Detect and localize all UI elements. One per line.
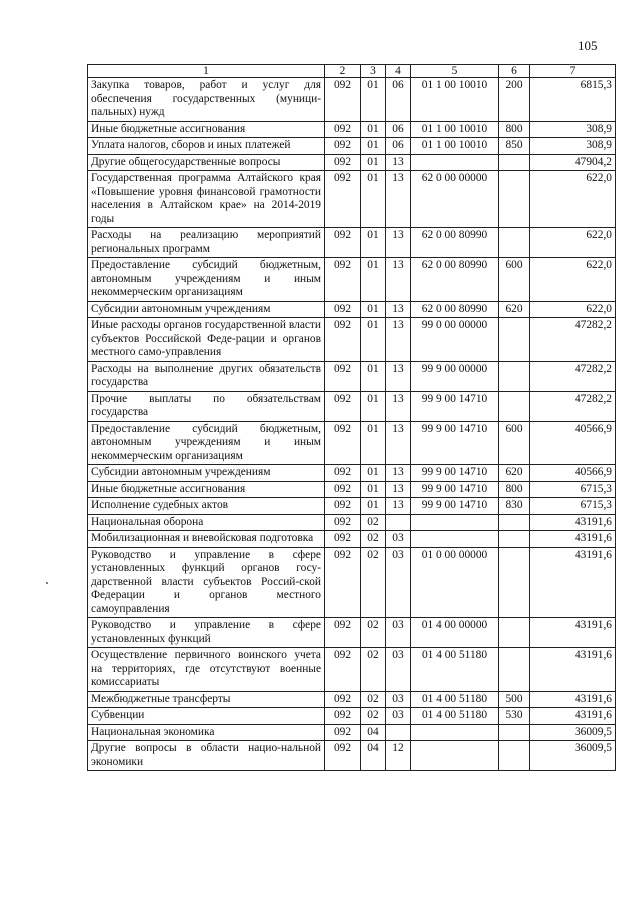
amount-cell: 43191,6 bbox=[530, 708, 616, 725]
table-row bbox=[88, 481, 616, 498]
item-name-cell: Субвенции bbox=[88, 708, 325, 725]
table-row bbox=[88, 741, 616, 771]
table-row bbox=[88, 171, 616, 228]
ministry-code-cell: 092 bbox=[325, 228, 361, 258]
item-name-cell: Иные бюджетные ассигнования bbox=[88, 481, 325, 498]
expense-type-cell: 850 bbox=[499, 138, 530, 155]
amount-cell: 36009,5 bbox=[530, 724, 616, 741]
target-article-cell: 99 9 00 14710 bbox=[411, 465, 499, 482]
target-article-cell: 62 0 00 80990 bbox=[411, 301, 499, 318]
subsection-code-cell: 03 bbox=[386, 648, 411, 692]
ministry-code-cell: 092 bbox=[325, 391, 361, 421]
subsection-code-cell: 13 bbox=[386, 171, 411, 228]
ministry-code-cell: 092 bbox=[325, 708, 361, 725]
item-name-cell: Прочие выплаты по обязательствам государства bbox=[88, 391, 325, 421]
expense-type-cell bbox=[499, 228, 530, 258]
amount-cell: 43191,6 bbox=[530, 648, 616, 692]
expense-type-cell bbox=[499, 361, 530, 391]
expense-type-cell bbox=[499, 318, 530, 362]
section-code-cell: 02 bbox=[361, 618, 386, 648]
subsection-code-cell: 13 bbox=[386, 258, 411, 302]
ministry-code-cell: 092 bbox=[325, 171, 361, 228]
amount-cell: 47282,2 bbox=[530, 318, 616, 362]
subsection-code-cell: 13 bbox=[386, 301, 411, 318]
item-name-cell: Руководство и управление в сфере установленных функций bbox=[88, 618, 325, 648]
target-article-cell bbox=[411, 514, 499, 531]
table-row bbox=[88, 228, 616, 258]
item-name-cell: Осуществление первичного воинского учета на территориях, где отсутствуют военные комиссариаты bbox=[88, 648, 325, 692]
subsection-code-cell bbox=[386, 514, 411, 531]
expense-type-cell: 600 bbox=[499, 421, 530, 465]
table-row bbox=[88, 498, 616, 515]
target-article-cell: 62 0 00 00000 bbox=[411, 171, 499, 228]
table-row bbox=[88, 258, 616, 302]
target-article-cell bbox=[411, 531, 499, 548]
expense-type-cell: 620 bbox=[499, 465, 530, 482]
target-article-cell: 99 9 00 14710 bbox=[411, 391, 499, 421]
expense-type-cell bbox=[499, 391, 530, 421]
column-header: 4 bbox=[386, 65, 411, 78]
subsection-code-cell: 06 bbox=[386, 138, 411, 155]
amount-cell: 47282,2 bbox=[530, 391, 616, 421]
item-name-cell: Иные расходы органов государственной власти субъектов Российской Феде-рации и органов местного само-управления bbox=[88, 318, 325, 362]
expense-type-cell bbox=[499, 154, 530, 171]
amount-cell: 43191,6 bbox=[530, 618, 616, 648]
ministry-code-cell: 092 bbox=[325, 121, 361, 138]
subsection-code-cell: 13 bbox=[386, 361, 411, 391]
item-name-cell: Предоставление субсидий бюджетным, автономным учреждениям и иным некоммерческим организациям bbox=[88, 258, 325, 302]
table-row bbox=[88, 421, 616, 465]
column-header: 1 bbox=[88, 65, 325, 78]
amount-cell: 43191,6 bbox=[530, 531, 616, 548]
target-article-cell: 01 4 00 51180 bbox=[411, 691, 499, 708]
ministry-code-cell: 092 bbox=[325, 138, 361, 155]
item-name-cell: Расходы на выполнение других обязательств государства bbox=[88, 361, 325, 391]
table-row bbox=[88, 361, 616, 391]
section-code-cell: 02 bbox=[361, 708, 386, 725]
target-article-cell: 01 1 00 10010 bbox=[411, 78, 499, 122]
section-code-cell: 01 bbox=[361, 78, 386, 122]
section-code-cell: 01 bbox=[361, 318, 386, 362]
section-code-cell: 02 bbox=[361, 531, 386, 548]
table-row bbox=[88, 78, 616, 122]
section-code-cell: 01 bbox=[361, 138, 386, 155]
amount-cell: 43191,6 bbox=[530, 691, 616, 708]
amount-cell: 308,9 bbox=[530, 138, 616, 155]
column-header: 5 bbox=[411, 65, 499, 78]
ministry-code-cell: 092 bbox=[325, 531, 361, 548]
amount-cell: 622,0 bbox=[530, 301, 616, 318]
ministry-code-cell: 092 bbox=[325, 741, 361, 771]
scan-speck bbox=[46, 582, 48, 584]
amount-cell: 622,0 bbox=[530, 258, 616, 302]
section-code-cell: 04 bbox=[361, 724, 386, 741]
target-article-cell: 99 9 00 14710 bbox=[411, 498, 499, 515]
subsection-code-cell: 03 bbox=[386, 708, 411, 725]
ministry-code-cell: 092 bbox=[325, 78, 361, 122]
section-code-cell: 01 bbox=[361, 465, 386, 482]
ministry-code-cell: 092 bbox=[325, 618, 361, 648]
amount-cell: 47904,2 bbox=[530, 154, 616, 171]
table-row bbox=[88, 138, 616, 155]
target-article-cell bbox=[411, 724, 499, 741]
subsection-code-cell: 13 bbox=[386, 318, 411, 362]
expense-type-cell bbox=[499, 531, 530, 548]
table-row bbox=[88, 318, 616, 362]
amount-cell: 43191,6 bbox=[530, 547, 616, 618]
ministry-code-cell: 092 bbox=[325, 465, 361, 482]
subsection-code-cell: 13 bbox=[386, 465, 411, 482]
expense-type-cell: 800 bbox=[499, 121, 530, 138]
section-code-cell: 01 bbox=[361, 228, 386, 258]
subsection-code-cell: 13 bbox=[386, 228, 411, 258]
amount-cell: 6815,3 bbox=[530, 78, 616, 122]
item-name-cell: Расходы на реализацию мероприятий региональных программ bbox=[88, 228, 325, 258]
table-row bbox=[88, 724, 616, 741]
table-header-row bbox=[88, 65, 616, 78]
item-name-cell: Иные бюджетные ассигнования bbox=[88, 121, 325, 138]
section-code-cell: 02 bbox=[361, 514, 386, 531]
target-article-cell: 99 9 00 14710 bbox=[411, 481, 499, 498]
subsection-code-cell bbox=[386, 724, 411, 741]
expense-type-cell bbox=[499, 514, 530, 531]
target-article-cell: 01 4 00 51180 bbox=[411, 648, 499, 692]
amount-cell: 308,9 bbox=[530, 121, 616, 138]
item-name-cell: Предоставление субсидий бюджетным, автономным учреждениям и иным некоммерческим организациям bbox=[88, 421, 325, 465]
target-article-cell: 01 4 00 00000 bbox=[411, 618, 499, 648]
subsection-code-cell: 12 bbox=[386, 741, 411, 771]
item-name-cell: Исполнение судебных актов bbox=[88, 498, 325, 515]
amount-cell: 36009,5 bbox=[530, 741, 616, 771]
amount-cell: 6715,3 bbox=[530, 498, 616, 515]
target-article-cell bbox=[411, 154, 499, 171]
expense-type-cell: 800 bbox=[499, 481, 530, 498]
ministry-code-cell: 092 bbox=[325, 691, 361, 708]
item-name-cell: Национальная экономика bbox=[88, 724, 325, 741]
item-name-cell: Уплата налогов, сборов и иных платежей bbox=[88, 138, 325, 155]
subsection-code-cell: 13 bbox=[386, 498, 411, 515]
subsection-code-cell: 03 bbox=[386, 691, 411, 708]
target-article-cell: 62 0 00 80990 bbox=[411, 258, 499, 302]
subsection-code-cell: 13 bbox=[386, 481, 411, 498]
ministry-code-cell: 092 bbox=[325, 547, 361, 618]
amount-cell: 622,0 bbox=[530, 171, 616, 228]
section-code-cell: 02 bbox=[361, 547, 386, 618]
amount-cell: 6715,3 bbox=[530, 481, 616, 498]
section-code-cell: 01 bbox=[361, 121, 386, 138]
item-name-cell: Руководство и управление в сфере установленных функций органов госу-дарственной власти субъектов Россий-ской Федерации и органов местного самоуправления bbox=[88, 547, 325, 618]
section-code-cell: 01 bbox=[361, 498, 386, 515]
ministry-code-cell: 092 bbox=[325, 318, 361, 362]
table-row bbox=[88, 708, 616, 725]
column-header: 6 bbox=[499, 65, 530, 78]
section-code-cell: 01 bbox=[361, 421, 386, 465]
subsection-code-cell: 13 bbox=[386, 421, 411, 465]
section-code-cell: 01 bbox=[361, 301, 386, 318]
target-article-cell: 62 0 00 80990 bbox=[411, 228, 499, 258]
subsection-code-cell: 13 bbox=[386, 391, 411, 421]
expense-type-cell bbox=[499, 618, 530, 648]
table-row bbox=[88, 531, 616, 548]
subsection-code-cell: 06 bbox=[386, 78, 411, 122]
target-article-cell: 01 1 00 10010 bbox=[411, 138, 499, 155]
ministry-code-cell: 092 bbox=[325, 301, 361, 318]
expense-type-cell: 200 bbox=[499, 78, 530, 122]
expense-type-cell: 500 bbox=[499, 691, 530, 708]
table-row bbox=[88, 618, 616, 648]
subsection-code-cell: 03 bbox=[386, 618, 411, 648]
item-name-cell: Закупка товаров, работ и услуг для обеспечения государственных (муници-пальных) нужд bbox=[88, 78, 325, 122]
table-row bbox=[88, 547, 616, 618]
expense-type-cell: 530 bbox=[499, 708, 530, 725]
table-row bbox=[88, 465, 616, 482]
table-row bbox=[88, 391, 616, 421]
ministry-code-cell: 092 bbox=[325, 361, 361, 391]
ministry-code-cell: 092 bbox=[325, 498, 361, 515]
target-article-cell: 01 4 00 51180 bbox=[411, 708, 499, 725]
column-header: 2 bbox=[325, 65, 361, 78]
section-code-cell: 02 bbox=[361, 691, 386, 708]
section-code-cell: 02 bbox=[361, 648, 386, 692]
expense-type-cell bbox=[499, 741, 530, 771]
table-row bbox=[88, 121, 616, 138]
table-row bbox=[88, 301, 616, 318]
item-name-cell: Другие вопросы в области нацио-нальной экономики bbox=[88, 741, 325, 771]
item-name-cell: Мобилизационная и вневойсковая подготовка bbox=[88, 531, 325, 548]
item-name-cell: Межбюджетные трансферты bbox=[88, 691, 325, 708]
subsection-code-cell: 03 bbox=[386, 547, 411, 618]
subsection-code-cell: 03 bbox=[386, 531, 411, 548]
budget-table bbox=[87, 64, 616, 771]
expense-type-cell bbox=[499, 547, 530, 618]
table-row bbox=[88, 514, 616, 531]
expense-type-cell: 830 bbox=[499, 498, 530, 515]
subsection-code-cell: 13 bbox=[386, 154, 411, 171]
ministry-code-cell: 092 bbox=[325, 514, 361, 531]
item-name-cell: Государственная программа Алтайского края «Повышение уровня финансовой грамотности населения в Алтайском крае» на 2014-2019 годы bbox=[88, 171, 325, 228]
page-number: 105 bbox=[578, 38, 598, 53]
target-article-cell bbox=[411, 741, 499, 771]
ministry-code-cell: 092 bbox=[325, 421, 361, 465]
table-row bbox=[88, 648, 616, 692]
ministry-code-cell: 092 bbox=[325, 154, 361, 171]
ministry-code-cell: 092 bbox=[325, 258, 361, 302]
table-body bbox=[88, 78, 616, 771]
expense-type-cell bbox=[499, 724, 530, 741]
table-row bbox=[88, 691, 616, 708]
target-article-cell: 01 1 00 10010 bbox=[411, 121, 499, 138]
expense-type-cell: 620 bbox=[499, 301, 530, 318]
section-code-cell: 04 bbox=[361, 741, 386, 771]
section-code-cell: 01 bbox=[361, 171, 386, 228]
item-name-cell: Субсидии автономным учреждениям bbox=[88, 465, 325, 482]
section-code-cell: 01 bbox=[361, 391, 386, 421]
amount-cell: 40566,9 bbox=[530, 465, 616, 482]
amount-cell: 40566,9 bbox=[530, 421, 616, 465]
ministry-code-cell: 092 bbox=[325, 648, 361, 692]
expense-type-cell bbox=[499, 648, 530, 692]
target-article-cell: 99 9 00 00000 bbox=[411, 361, 499, 391]
amount-cell: 47282,2 bbox=[530, 361, 616, 391]
section-code-cell: 01 bbox=[361, 258, 386, 302]
expense-type-cell bbox=[499, 171, 530, 228]
item-name-cell: Национальная оборона bbox=[88, 514, 325, 531]
ministry-code-cell: 092 bbox=[325, 481, 361, 498]
ministry-code-cell: 092 bbox=[325, 724, 361, 741]
table-row bbox=[88, 154, 616, 171]
section-code-cell: 01 bbox=[361, 481, 386, 498]
target-article-cell: 99 9 00 14710 bbox=[411, 421, 499, 465]
amount-cell: 622,0 bbox=[530, 228, 616, 258]
section-code-cell: 01 bbox=[361, 361, 386, 391]
section-code-cell: 01 bbox=[361, 154, 386, 171]
subsection-code-cell: 06 bbox=[386, 121, 411, 138]
target-article-cell: 99 0 00 00000 bbox=[411, 318, 499, 362]
column-header: 3 bbox=[361, 65, 386, 78]
column-header: 7 bbox=[530, 65, 616, 78]
expense-type-cell: 600 bbox=[499, 258, 530, 302]
item-name-cell: Субсидии автономным учреждениям bbox=[88, 301, 325, 318]
amount-cell: 43191,6 bbox=[530, 514, 616, 531]
item-name-cell: Другие общегосударственные вопросы bbox=[88, 154, 325, 171]
target-article-cell: 01 0 00 00000 bbox=[411, 547, 499, 618]
